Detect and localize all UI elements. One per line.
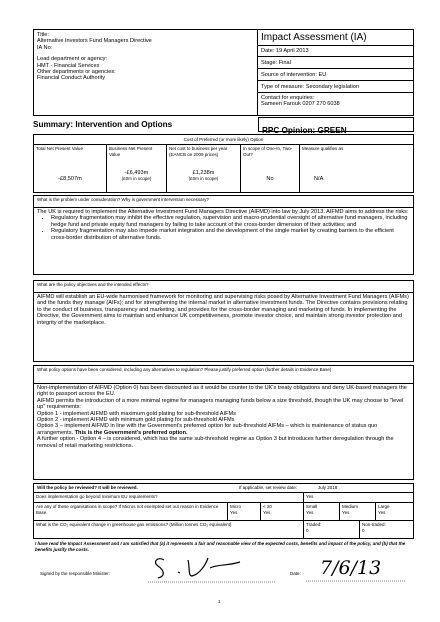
review-date-label: If applicable, set review date: — [239, 485, 298, 490]
problem-body — [34, 208, 413, 242]
review-table — [33, 492, 414, 539]
medium-cell — [340, 503, 376, 520]
col-measure-header: Measure qualifies as — [302, 146, 344, 151]
cost-table-heading: Cost of Preferred (or more likely) Option — [34, 135, 413, 145]
signed-label: Signed by the responsible Minister: — [40, 571, 111, 576]
option-2: Option 2 - implement AIFMD with minimum gold plating for sub-threshold AIFMs — [37, 417, 235, 424]
eu-row — [34, 493, 413, 503]
micro-value: Yes — [230, 509, 238, 515]
contact-value: Sameen Farouk 0207 270 6038 — [261, 101, 340, 108]
lt20-label: < 20 — [263, 504, 272, 509]
rpc-opinion-text: RPC Opinion: GREEN — [262, 126, 347, 135]
problem-bullet-1: • Regulatory fragmentation may inhibit the effective regulation, supervision and macro-prudential oversight of alternative fund managers, including hedge fund and private equity fund managers by failing to take account of the cross-border dimension of their activities; and — [51, 215, 410, 228]
problem-intro: The UK is required to implement the Alternative Investment Fund Managers Directive (AIFMD) into law by July 2013. AIFMD aims to address the risks: — [37, 209, 409, 215]
lt20-value: Yes — [263, 509, 271, 515]
title-label: Title: — [37, 32, 49, 38]
problem-bullets — [37, 215, 410, 241]
minister-signature — [148, 552, 278, 584]
net-cost-cell — [167, 169, 241, 193]
org-scope-question: Are any of these organisations in scope? If Micros not exempted set out reason in Evidence Base. — [34, 503, 228, 520]
ia-date: Date: 19 April 2013 — [258, 46, 413, 57]
page-number: 1 — [218, 599, 221, 604]
declaration-date-label: Date: — [290, 571, 301, 576]
ia-heading: Impact Assessment (IA) — [258, 30, 413, 46]
small-cell — [304, 503, 340, 520]
declaration-date-value: 7/6/13 — [320, 557, 382, 579]
review-question: Will the policy be reviewed? It will be reviewed. — [37, 485, 138, 490]
declaration-text: I have read the Impact Assessment and I am satisfied that (a) it represents a fair and reasonable view of the expected costs, benefits and impact of the policy, and (b) that the benefits justify the costs. — [35, 541, 406, 552]
objectives-section — [33, 280, 414, 362]
traded-cell — [304, 521, 360, 539]
lead-dept: HMT - Financial Services — [37, 62, 100, 69]
problem-bullet-2: • Regulatory fragmentation may also impede market integration and the development of the single market by creating barriers to the efficient cross-border distribution of alternative funds. — [51, 228, 410, 241]
summary-title: Summary: Intervention and Options — [33, 120, 173, 129]
option-3-text: Option 3 – implement AIFMD in line with the Government's preferred option for sub-threshold AIFMs – which is maintenance of status quo arrangements. — [37, 423, 378, 436]
contact-label: Contact for enquiries: — [261, 95, 315, 101]
objectives-question: What are the policy objectives and the intended effects? — [34, 281, 413, 293]
options-p1: Non-implementation of AIFMD (Option 0) has been discounted as it would be counter to the UK's treaty obligations and deny UK-based managers the right to passport across the EU. — [37, 385, 407, 398]
ia-no-label: IA No: — [37, 44, 53, 51]
medium-label: Medium — [342, 504, 359, 509]
header-left-box — [33, 29, 258, 116]
ia-measure-type: Type of measure: Secondary legislation — [258, 81, 413, 93]
cost-table — [33, 134, 414, 193]
lead-dept-label: Lead department or agency: — [37, 56, 107, 63]
rpc-opinion — [258, 117, 414, 135]
header-right-box — [258, 29, 414, 116]
col-net-cost-header: Net cost to business per year (EANCB on 2009 prices) — [167, 145, 241, 169]
options-question: What policy options have been considered, including any alternatives to regulation? Please justify preferred option (further details in Evidence Base) — [34, 366, 413, 384]
small-value: Yes — [306, 509, 314, 515]
summary-bar — [33, 117, 414, 135]
measure-value: N/A — [314, 176, 324, 182]
micro-cell — [228, 503, 261, 520]
net-cost-value: £1,238m — [192, 170, 215, 176]
org-scope-row — [34, 503, 413, 521]
oneintwoout-value: No — [241, 169, 300, 193]
cost-value-row — [34, 169, 413, 193]
net-cost-scope: (£0m in scope) — [188, 176, 219, 182]
col-oneintwoout-header: In scope of One-In, Two-Out? — [241, 145, 300, 169]
large-value: Yes — [378, 509, 386, 515]
co2-row — [34, 521, 413, 539]
options-p2: AIFMD permits the introduction of a more minimal regime for managers managing funds below a size threshold, though the UK may choose to "level up" requirements: — [37, 397, 404, 411]
business-npv-value: -£6,493m — [124, 170, 149, 176]
small-label: Small — [306, 504, 318, 509]
col-total-npv-header: Total Net Present Value — [34, 145, 107, 169]
other-dept-label: Other departments or agencies: — [37, 69, 116, 76]
large-label: Large — [378, 504, 390, 509]
options-body — [34, 384, 413, 450]
business-npv-scope: (£0m in scope) — [121, 176, 152, 182]
problem-question: What is the problem under consideration? Why is government intervention necessary? — [34, 196, 413, 208]
eu-answer: Yes — [306, 494, 314, 499]
eu-question: Does implementation go beyond minimum EU requirements? — [34, 493, 304, 502]
traded-value: 0 — [306, 527, 309, 533]
review-date: July 2018 — [318, 485, 338, 490]
nontraded-cell — [360, 521, 413, 539]
nontraded-value: 0 — [362, 527, 365, 533]
cost-header-row — [34, 145, 413, 169]
date-underline — [306, 580, 406, 582]
total-npv-value: -£8,507m — [34, 169, 107, 193]
nontraded-label: Non-traded: — [362, 522, 386, 527]
option-3 — [37, 423, 410, 436]
lt20-cell — [261, 503, 304, 520]
other-dept: Financial Conduct Authority — [37, 75, 106, 82]
objectives-text: AIFMD will establish an EU-wide harmonised framework for monitoring and supervising risks posed by Alternative Investment Fund Managers (AIFMs) and the funds they manage (AIFs); and for strengthening the internal market in alternative investment funds. The Directive contains provisions relating to the conduct of business, transparency and marketing, and provides for the cross-border managing and marketing of funds. In implementing the Directive, the Government aims to maintain and enhance UK competitiveness, promote investor choice, and maintain strong investor protection and integrity of the marketplace. — [37, 294, 409, 326]
medium-value: Yes — [342, 509, 350, 515]
large-cell — [376, 503, 413, 520]
review-line — [33, 483, 414, 492]
option-1: Option 1 - implement AIFMD with maximum gold plating for sub-threshold AIFMs — [37, 410, 236, 417]
ia-title-text: Alternative Investors Fund Managers Directive — [37, 38, 152, 45]
options-section — [33, 365, 414, 480]
ia-stage: Stage: Final — [258, 57, 413, 69]
business-npv-cell — [107, 169, 167, 193]
options-p3: A further option - Option 4 – is considered, which has the same sub-threshold regime as Option 3 but introduces further deregulation through the removal of retail marketing restrictions. — [37, 436, 394, 449]
preferred-option-statement: This is the Government's preferred option. — [74, 429, 188, 436]
ia-source: Source of intervention: EU — [258, 69, 413, 81]
micro-label: Micro — [230, 504, 241, 509]
ia-contact — [258, 93, 413, 116]
problem-section — [33, 195, 414, 275]
col-business-npv-header: Business Net Present Value — [107, 145, 167, 169]
co2-question: What is the CO₂ equivalent change in greenhouse gas emissions? (Million tonnes CO₂ equivalent) — [34, 521, 304, 539]
traded-label: Traded: — [306, 522, 322, 527]
